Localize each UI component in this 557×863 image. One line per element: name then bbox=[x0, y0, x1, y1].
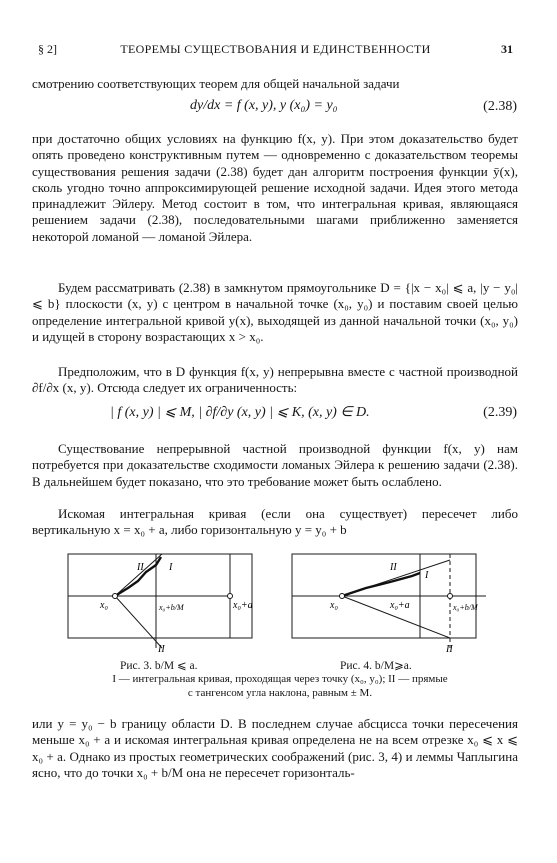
fig3-point-x0 bbox=[113, 594, 118, 599]
fig4-integral-curve bbox=[342, 573, 420, 596]
paragraph-1: при достаточно общих условиях на функцию f(x, y). При этом доказательство будет опять проведено конструктивным путем — одновременно с доказательством теоремы существования решения задачи (2.38) будет дан алгоритм построения функции ȳ(x), сколь угодно точно аппроксимирующей решение исходной задачи. Идея этого метода принадлежит Эйлеру. Метод состоит в том, что интегральная кривая, являющаяся решением задачи (2.38), последовательными шагами приближенно заменяется некоторой ломаной — ломаной Эйлера. bbox=[32, 131, 518, 244]
running-title: ТЕОРЕМЫ СУЩЕСТВОВАНИЯ И ЕДИНСТВЕННОСТИ bbox=[120, 42, 431, 56]
figure-note-line-1: I — интегральная кривая, проходящая через точку (x₀, y₀); II — прямые bbox=[112, 673, 448, 685]
section-mark: § 2] bbox=[38, 42, 57, 56]
fig4-label-x0-bm: x₀+b/M bbox=[453, 603, 478, 612]
fig4-label-x0a: x₀+a bbox=[390, 600, 410, 611]
equation-2-38: dy/dx = f (x, y), y (x₀) = y₀ bbox=[190, 98, 338, 113]
paragraph-4: Существование непрерывной частной производной функции f(x, y) нам потребуется при доказательстве сходимости ломаных Эйлера к решению задачи (2.38). В дальнейшем будет показано, что это требование может быть ослаблено. bbox=[32, 441, 518, 489]
paragraph-5: Искомая интегральная кривая (если она существует) пересечет либо вертикальную x = x₀ + a, либо горизонтальную y = y₀ + b bbox=[32, 506, 518, 538]
fig4-label-I: I bbox=[425, 570, 429, 581]
figure-note-line-2: с тангенсом угла наклона, равным ± M. bbox=[187, 687, 373, 699]
fig3-label-II-top: II bbox=[137, 562, 144, 573]
figure-4 bbox=[290, 548, 502, 656]
equation-2-38-number: (2.38) bbox=[483, 99, 517, 114]
text-line-top: смотрению соответствующих теорем для общей начальной задачи bbox=[32, 76, 400, 91]
equation-2-39-number: (2.39) bbox=[483, 405, 517, 420]
running-header bbox=[38, 42, 513, 58]
fig3-label-II-bottom: II bbox=[158, 644, 165, 655]
fig4-point-x0bm bbox=[448, 594, 453, 599]
fig4-label-II-bottom: II bbox=[446, 644, 453, 655]
figure-3 bbox=[62, 548, 274, 656]
fig4-label-II-top: II bbox=[390, 562, 397, 573]
paragraph-2: Будем рассматривать (2.38) в замкнутом прямоугольнике D = {|x − x₀| ⩽ a, |y − y₀| ⩽ b} плоскости (x, y) с центром в начальной точке (x₀, y₀) и поставим своей целью определение интегральной кривой y(x), выходящей из данной начальной точки (x₀, y₀) и идущей в сторону возрастающих x > x₀. bbox=[32, 280, 518, 344]
fig3-line-II-down bbox=[115, 596, 162, 648]
page-number: 31 bbox=[501, 42, 513, 56]
fig3-label-x0: x₀ bbox=[100, 600, 108, 611]
fig4-label-x0: x₀ bbox=[330, 600, 338, 611]
paragraph-3: Предположим, что в D функция f(x, y) непрерывна вместе с частной производной ∂f/∂x (x, y). Отсюда следует их ограниченность: bbox=[32, 364, 518, 396]
equation-2-39: | f (x, y) | ⩽ M, | ∂f/∂y (x, y) | ⩽ K, (x, y) ∈ D. bbox=[110, 405, 370, 420]
fig3-label-x0a: x₀+a bbox=[233, 600, 253, 611]
figure-4-caption: Рис. 4. b/M⩾a. bbox=[340, 660, 412, 672]
fig4-point-x0 bbox=[340, 594, 345, 599]
figure-3-caption: Рис. 3. b/M ⩽ a. bbox=[120, 660, 198, 672]
fig3-point-x0a bbox=[228, 594, 233, 599]
fig3-line-II-up bbox=[115, 554, 162, 596]
fig3-label-I: I bbox=[169, 562, 173, 573]
fig3-label-x0-bm: x₀+b/M bbox=[159, 603, 184, 612]
paragraph-6: или y = y₀ − b границу области D. В последнем случае абсцисса точки пересечения меньше x₀ + a и искомая интегральная кривая определена не на всем отрезке x₀ ⩽ x ⩽ x₀ + a. Однако из простых геометрических соображений (рис. 3, 4) и леммы Чаплыгина ясно, что до точки x₀ + b/M она не пересечет горизонталь- bbox=[32, 716, 518, 780]
